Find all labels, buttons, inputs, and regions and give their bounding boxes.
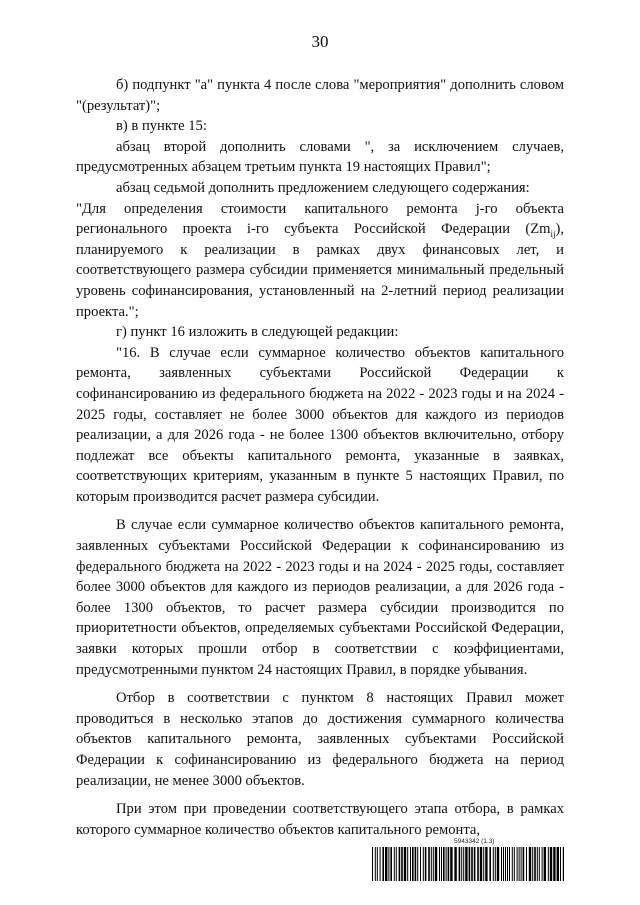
barcode-id-text: 5943342 (1.3) [454, 838, 495, 845]
paragraph-16: "16. В случае если суммарное количество объектов капитального ремонта, заявленных субъектами Российской Федерации к софинансированию из федерального бюджета на 2022 - 2023 годы и на 2024 - 2025 годы, составляет не более 3000 объектов для каждого из периодов реализации, а для 2026 года - не более 1300 объектов включительно, отбору подлежат все объекты капитального ремонта, указанные в заявках, соответствующих критериям, указанным в пункте 5 настоящих Правил, по которым производится расчет размера субсидии. [76, 344, 564, 505]
paragraph-more-than: В случае если суммарное количество объектов капитального ремонта, заявленных субъектами Российской Федерации к софинансированию из федерального бюджета на 2022 - 2023 годы и на 2024 - 2025 годы, составляет более 3000 объектов для каждого из периодов реализации, а для 2026 года - более 1300 объектов, то расчет размера субсидии производится по приоритетности объектов, определяемых субъектами Российской Федерации, заявки которых прошли отбор в соответствии с коэффициентами, предусмотренными пунктом 24 настоящих Правил, в порядке убывания. [76, 517, 564, 678]
paragraph-abzac-sedmoy: абзац седьмой дополнить предложением следующего содержания: [116, 179, 530, 196]
quote-before-sub: "Для определения стоимости капитального ремонта j-го объекта регионального проекта i-го субъекта Российской Федерации (Zm [76, 200, 564, 238]
paragraph-g: г) пункт 16 изложить в следующей редакции: [116, 324, 399, 341]
page-number: 30 [311, 32, 329, 51]
barcode-block [372, 838, 564, 882]
paragraph-v: в) в пункте 15: [116, 118, 207, 135]
paragraph-quote-zm [76, 199, 564, 323]
quote-subscript: ij [550, 229, 556, 240]
paragraph-abzac-vtoroy: абзац второй дополнить словами ", за исключением случаев, предусмотренных абзацем третьим пункта 19 настоящих Правил"; [76, 138, 564, 176]
paragraph-pri-etom: При этом при проведении соответствующего этапа отбора, в рамках которого суммарное количество объектов капитального ремонта, [76, 801, 564, 838]
quote-after-sub: ), планируемого к реализации в рамках двух финансовых лет, и соответствующего размера субсидии применяется минимальный предельный уровень софинансирования, установленный на 2-летний период реализации проекта."; [76, 221, 564, 320]
barcode-image [372, 847, 564, 881]
document-body [76, 75, 564, 840]
paragraph-b: б) подпункт "а" пункта 4 после слова "мероприятия" дополнить словом "(результат)"; [76, 77, 564, 114]
paragraph-otbor: Отбор в соответствии с пунктом 8 настоящих Правил может проводиться в несколько этапов до достижения суммарного количества объектов капитального ремонта, заявленных субъектами Российской Федерации к софинансированию из федерального бюджета на период реализации, не менее 3000 объектов. [76, 690, 564, 789]
